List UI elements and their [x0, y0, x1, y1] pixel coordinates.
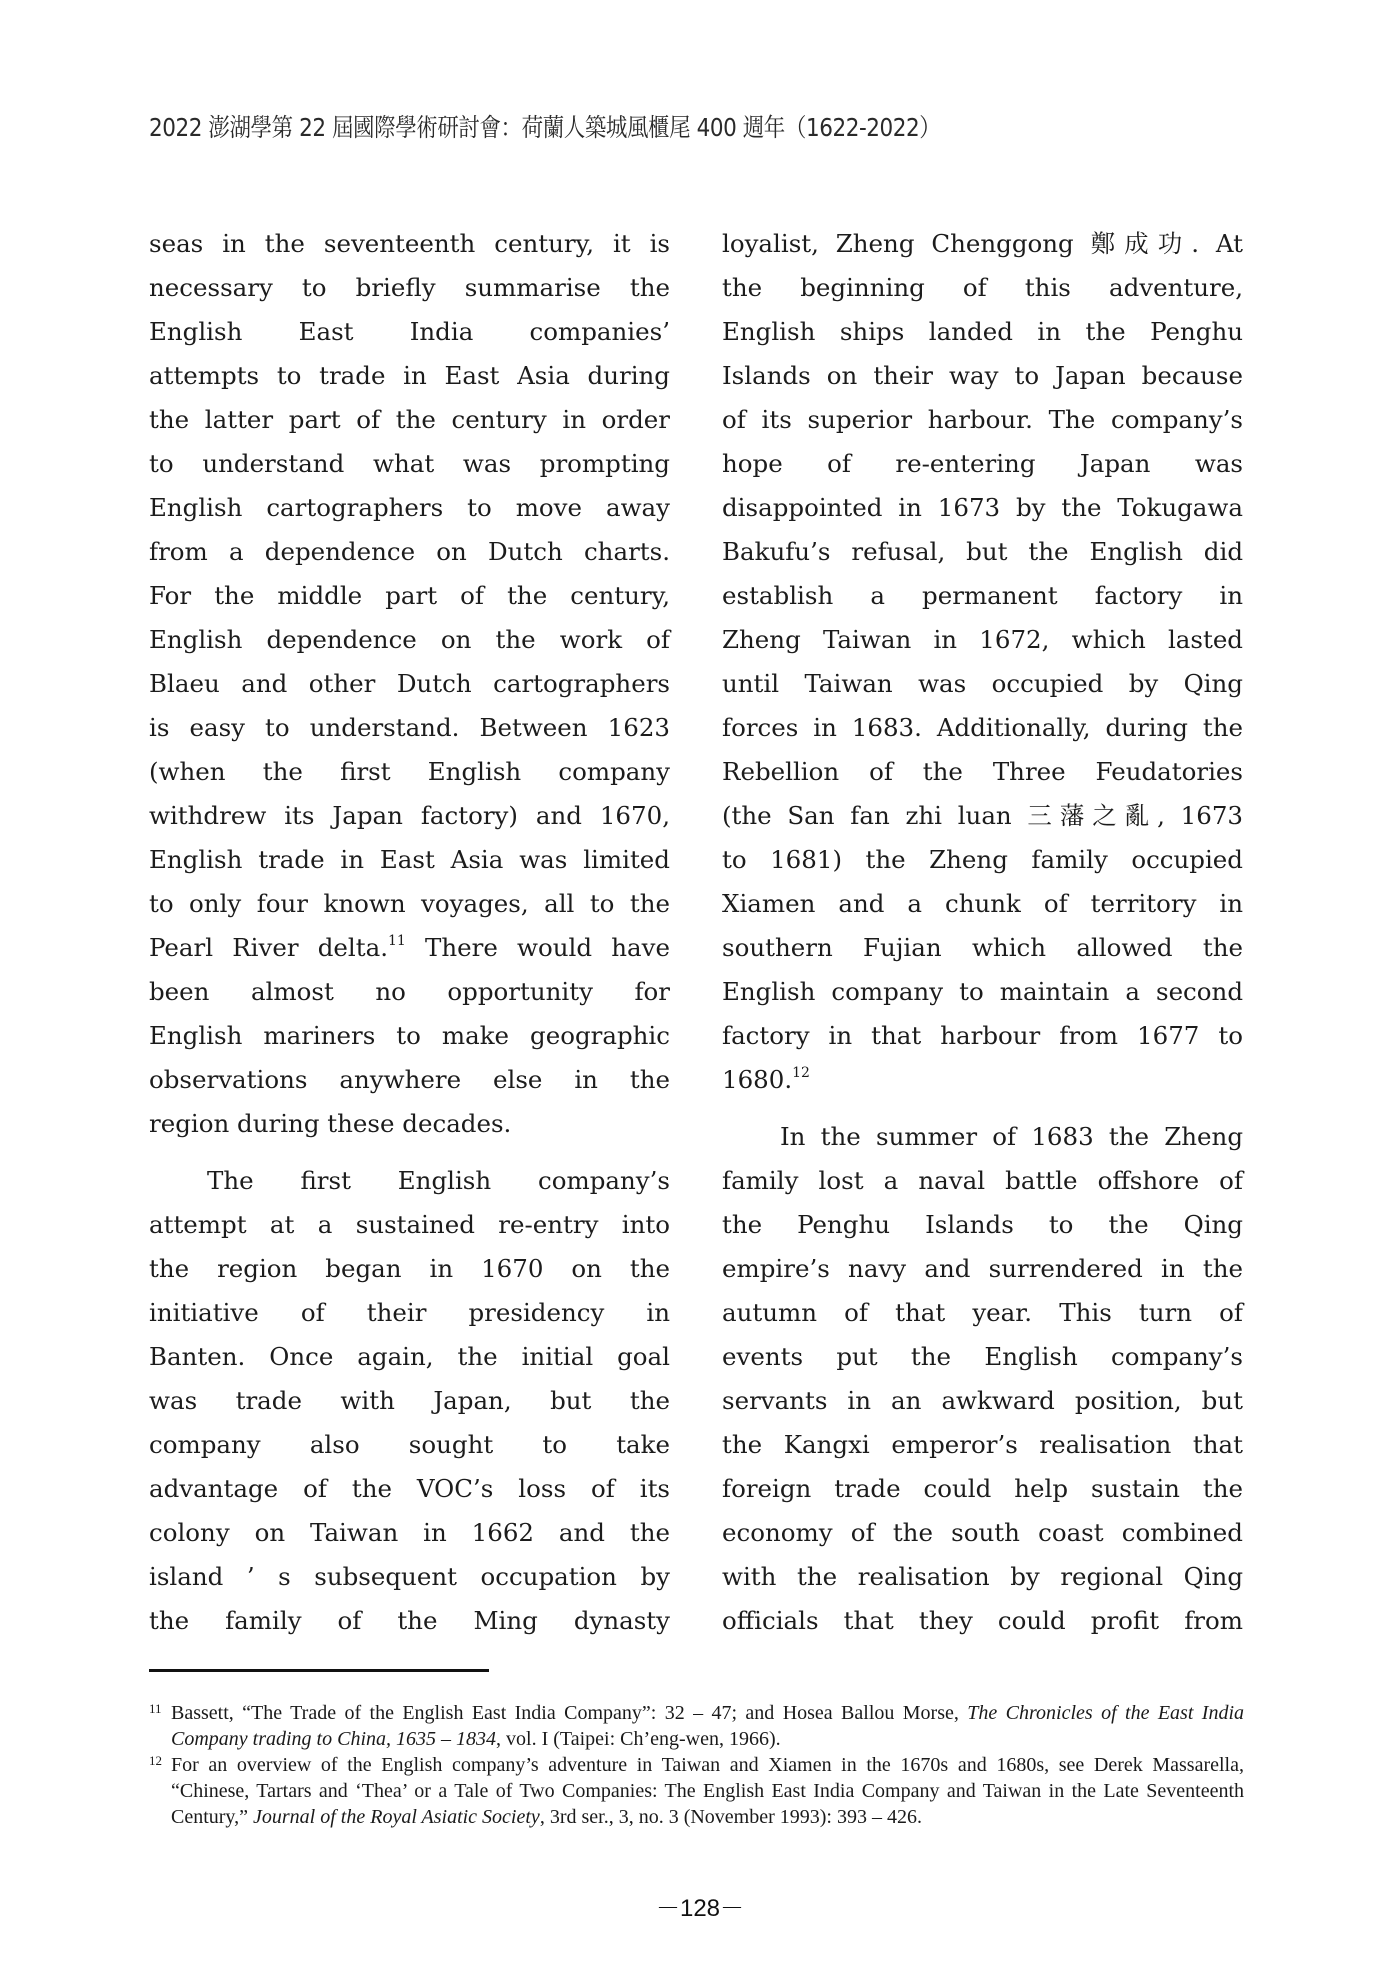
- text-segment: , 3rd ser., 3, no. 3 (November 1993): 393 – 426.: [539, 1806, 922, 1828]
- text-line: Blaeu and other Dutch cartographers: [149, 669, 670, 698]
- footnote-separator: [149, 1669, 489, 1672]
- text-line: English trade in East Asia was limited: [149, 845, 670, 874]
- text-line: island ’ s subsequent occupation by: [149, 1562, 670, 1591]
- text-line: necessary to briefly summarise the: [149, 273, 670, 302]
- paragraph: [149, 1159, 670, 1643]
- text-line: with the realisation by regional Qing: [722, 1562, 1243, 1591]
- text-line: factory in that harbour from 1677 to: [722, 1021, 1243, 1050]
- book-title: The Chronicles of the East India: [967, 1702, 1245, 1724]
- text-line: English East India companies’: [149, 317, 670, 346]
- text-line: seas in the seventeenth century, it is: [149, 229, 670, 258]
- text-line: the region began in 1670 on the: [149, 1254, 670, 1283]
- text-line: The first English company’s: [207, 1166, 670, 1195]
- journal-title: Journal of the Royal Asiatic Society: [253, 1806, 540, 1828]
- text-line: to 1681) the Zheng family occupied: [722, 845, 1243, 874]
- text-line: region during these decades.: [149, 1109, 512, 1138]
- text-line: foreign trade could help sustain the: [722, 1474, 1243, 1503]
- text-segment: Pearl River delta.: [149, 933, 389, 962]
- text-line: until Taiwan was occupied by Qing: [722, 669, 1243, 698]
- text-line: Bakufu’s refusal, but the English did: [722, 537, 1243, 566]
- text-line: For the middle part of the century,: [149, 581, 670, 610]
- text-line: establish a permanent factory in: [722, 581, 1243, 610]
- footnote-ref-12[interactable]: 12: [792, 1064, 810, 1081]
- text-line-with-footnote: [149, 926, 670, 970]
- text-line: English dependence on the work of: [149, 625, 670, 654]
- footnote-ref-11[interactable]: 11: [388, 932, 406, 949]
- text-line-with-footnote: [722, 1058, 1243, 1102]
- text-line: of its superior harbour. The company’s: [722, 405, 1243, 434]
- paragraph-spacing: [149, 1146, 670, 1159]
- text-line: the Penghu Islands to the Qing: [722, 1210, 1243, 1239]
- footnote-number: 12: [149, 1753, 162, 1768]
- footnote-line: [171, 1804, 1244, 1830]
- text-line: withdrew its Japan factory) and 1670,: [149, 801, 670, 830]
- paragraph: [722, 222, 1243, 1102]
- text-line: Rebellion of the Three Feudatories: [722, 757, 1243, 786]
- page-number: －128－: [655, 1895, 745, 1922]
- running-header: 2022 澎湖學第 22 屆國際學術研討會：荷蘭人築城風櫃尾 400 週年（1622-2022）: [149, 113, 941, 142]
- text-line: colony on Taiwan in 1662 and the: [149, 1518, 670, 1547]
- text-line: servants in an awkward position, but: [722, 1386, 1243, 1415]
- text-line: Islands on their way to Japan because: [722, 361, 1243, 390]
- text-line: economy of the south coast combined: [722, 1518, 1243, 1547]
- text-line: English cartographers to move away: [149, 493, 670, 522]
- text-line: attempt at a sustained re-entry into: [149, 1210, 670, 1239]
- text-line: English company to maintain a second: [722, 977, 1243, 1006]
- text-line: the Kangxi emperor’s realisation that: [722, 1430, 1243, 1459]
- text-segment: , vol. I (Taipei: Ch’eng-wen, 1966).: [496, 1728, 781, 1750]
- text-line: (when the first English company: [149, 757, 670, 786]
- footnote-12: [149, 1752, 1244, 1830]
- text-line: family lost a naval battle offshore of: [722, 1166, 1243, 1195]
- text-line: English mariners to make geographic: [149, 1021, 670, 1050]
- text-line: initiative of their presidency in: [149, 1298, 670, 1327]
- text-segment: There would have: [405, 933, 670, 962]
- text-line: the beginning of this adventure,: [722, 273, 1243, 302]
- text-line: Zheng Taiwan in 1672, which lasted: [722, 625, 1243, 654]
- footnote-11: [149, 1700, 1244, 1752]
- text-line: officials that they could profit from: [722, 1606, 1243, 1635]
- paragraph-spacing: [722, 1102, 1243, 1115]
- text-line: advantage of the VOC’s loss of its: [149, 1474, 670, 1503]
- footnote-number: 11: [149, 1701, 162, 1716]
- text-segment: Bassett, “The Trade of the English East India Company”: 32 – 47; and Hosea Ballou Morse,: [171, 1702, 968, 1724]
- text-line: loyalist, Zheng Chenggong 鄭成功. At: [722, 229, 1243, 258]
- right-column: [722, 222, 1243, 1643]
- text-line: Xiamen and a chunk of territory in: [722, 889, 1243, 918]
- text-line: company also sought to take: [149, 1430, 670, 1459]
- footnote-line: [171, 1726, 1244, 1752]
- footnote-line: For an overview of the English company’s adventure in Taiwan and Xiamen in the 1670s and 1680s, see Derek Massarella,: [171, 1754, 1244, 1776]
- text-line: In the summer of 1683 the Zheng: [780, 1122, 1243, 1151]
- left-column: [149, 222, 670, 1643]
- text-line: to understand what was prompting: [149, 449, 670, 478]
- text-line: observations anywhere else in the: [149, 1065, 670, 1094]
- text-line: Banten. Once again, the initial goal: [149, 1342, 670, 1371]
- text-segment: 1680.: [722, 1065, 793, 1094]
- text-line: the family of the Ming dynasty: [149, 1606, 670, 1635]
- text-line: hope of re-entering Japan was: [722, 449, 1243, 478]
- footnotes: [149, 1700, 1244, 1830]
- text-line: been almost no opportunity for: [149, 977, 670, 1006]
- text-line: empire’s navy and surrendered in the: [722, 1254, 1243, 1283]
- text-line: forces in 1683. Additionally, during the: [722, 713, 1243, 742]
- text-line: disappointed in 1673 by the Tokugawa: [722, 493, 1243, 522]
- text-segment: Century,”: [171, 1806, 254, 1828]
- text-line: English ships landed in the Penghu: [722, 317, 1243, 346]
- footnote-line: [171, 1700, 1244, 1726]
- text-line: events put the English company’s: [722, 1342, 1243, 1371]
- text-line: southern Fujian which allowed the: [722, 933, 1243, 962]
- text-line: to only four known voyages, all to the: [149, 889, 670, 918]
- text-line: autumn of that year. This turn of: [722, 1298, 1243, 1327]
- text-line: the latter part of the century in order: [149, 405, 670, 434]
- text-line: (the San fan zhi luan 三藩之亂, 1673: [722, 801, 1243, 830]
- text-line: is easy to understand. Between 1623: [149, 713, 670, 742]
- book-title: Company trading to China, 1635 – 1834: [171, 1728, 497, 1750]
- text-line: was trade with Japan, but the: [149, 1386, 670, 1415]
- paragraph: [722, 1115, 1243, 1643]
- text-line: attempts to trade in East Asia during: [149, 361, 670, 390]
- text-line: from a dependence on Dutch charts.: [149, 537, 670, 566]
- paragraph: [149, 222, 670, 1146]
- footnote-line: “Chinese, Tartars and ‘Thea’ or a Tale of Two Companies: The English East India Company and Taiwan in the Late Seventeenth: [171, 1780, 1244, 1802]
